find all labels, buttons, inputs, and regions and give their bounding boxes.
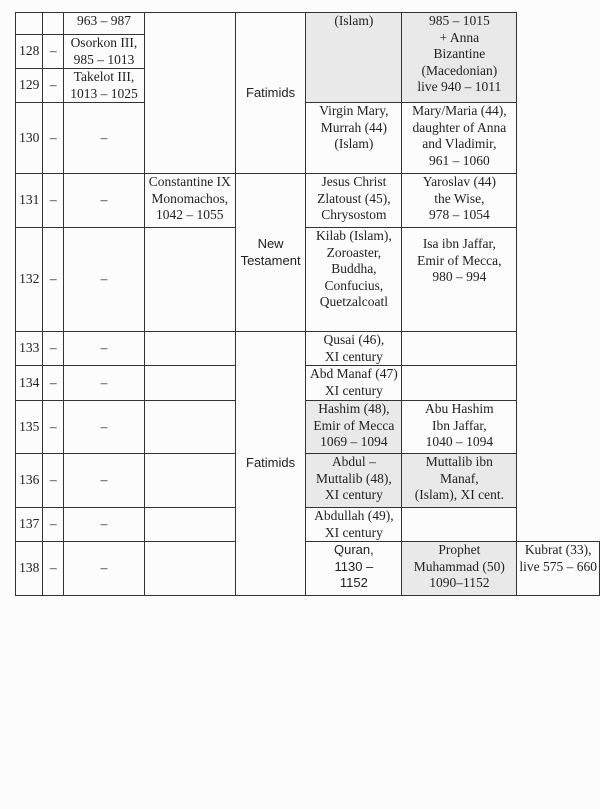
figure-cell: Hashim (48), Emir of Mecca 1069 – 1094 xyxy=(306,401,402,454)
emperor-cell xyxy=(144,228,235,332)
pharaoh-cell: – xyxy=(64,332,145,366)
row-number xyxy=(16,13,43,35)
emperor-cell xyxy=(144,508,235,542)
dynasty-cell-new-testament: New Testament xyxy=(235,174,306,332)
dash-cell xyxy=(43,13,64,35)
row-number: 130 xyxy=(16,103,43,174)
row-number: 138 xyxy=(16,542,43,596)
row-number: 129 xyxy=(16,69,43,103)
figure-cell: Abdul – Muttalib (48), XI century xyxy=(306,454,402,508)
pharaoh-cell: – xyxy=(64,228,145,332)
figure-cell: Abdullah (49), XI century xyxy=(306,508,402,542)
dash-cell: – xyxy=(43,542,64,596)
dynasty-cell-quran: Quran, 1130 – 1152 xyxy=(306,542,402,596)
figure-cell: Prophet Muhammad (50) 1090–1152 xyxy=(402,542,517,596)
ruler-cell xyxy=(402,366,517,401)
table-row xyxy=(16,13,600,35)
table-row xyxy=(16,454,600,508)
row-number: 135 xyxy=(16,401,43,454)
ruler-cell: Isa ibn Jaffar, Emir of Mecca, 980 – 994 xyxy=(402,228,517,332)
dash-cell: – xyxy=(43,35,64,69)
dash-cell: – xyxy=(43,508,64,542)
ruler-cell: Abu Hashim Ibn Jaffar, 1040 – 1094 xyxy=(402,401,517,454)
row-number: 134 xyxy=(16,366,43,401)
table-row xyxy=(16,366,600,401)
figure-cell: (Islam) xyxy=(306,13,402,103)
ruler-cell xyxy=(402,508,517,542)
pharaoh-cell: – xyxy=(64,174,145,228)
dynasty-cell-fatimids: Fatimids xyxy=(235,332,306,596)
figure-cell: Qusai (46), XI century xyxy=(306,332,402,366)
dash-cell: – xyxy=(43,454,64,508)
table-row xyxy=(16,542,600,596)
dash-cell: – xyxy=(43,174,64,228)
ruler-cell: Kubrat (33), live 575 – 660 xyxy=(517,542,600,596)
dash-cell: – xyxy=(43,401,64,454)
row-number: 136 xyxy=(16,454,43,508)
dynasty-cell-fatimids: Fatimids xyxy=(235,13,306,174)
row-number: 132 xyxy=(16,228,43,332)
pharaoh-cell: – xyxy=(64,542,145,596)
figure-cell: Abd Manaf (47) XI century xyxy=(306,366,402,401)
figure-cell: Virgin Mary, Murrah (44) (Islam) xyxy=(306,103,402,174)
row-number: 137 xyxy=(16,508,43,542)
emperor-cell xyxy=(144,542,235,596)
emperor-cell xyxy=(144,332,235,366)
row-number: 128 xyxy=(16,35,43,69)
figure-cell: Jesus Christ Zlatoust (45), Chrysostom xyxy=(306,174,402,228)
pharaoh-cell: Osorkon III, 985 – 1013 xyxy=(64,35,145,69)
ruler-cell: Muttalib ibn Manaf, (Islam), XI cent. xyxy=(402,454,517,508)
pharaoh-cell: – xyxy=(64,508,145,542)
ruler-cell xyxy=(402,332,517,366)
ruler-cell: Yaroslav (44) the Wise, 978 – 1054 xyxy=(402,174,517,228)
emperor-cell xyxy=(144,454,235,508)
emperor-cell xyxy=(144,366,235,401)
table-row xyxy=(16,174,600,228)
dash-cell: – xyxy=(43,228,64,332)
chronology-table xyxy=(15,12,600,596)
dash-cell: – xyxy=(43,332,64,366)
pharaoh-cell: Takelot III, 1013 – 1025 xyxy=(64,69,145,103)
dash-cell: – xyxy=(43,103,64,174)
table-row xyxy=(16,228,600,332)
emperor-cell: Constantine IX Monomachos, 1042 – 1055 xyxy=(144,174,235,228)
dash-cell: – xyxy=(43,69,64,103)
ruler-cell: 985 – 1015 + Anna Bizantine (Macedonian) live 940 – 1011 xyxy=(402,13,517,103)
table-row xyxy=(16,103,600,174)
ruler-cell: Mary/Maria (44), daughter of Anna and Vladimir, 961 – 1060 xyxy=(402,103,517,174)
row-number: 133 xyxy=(16,332,43,366)
dash-cell: – xyxy=(43,366,64,401)
figure-cell: Kilab (Islam), Zoroaster, Buddha, Confucius, Quetzalcoatl xyxy=(306,228,402,332)
emperor-cell xyxy=(144,13,235,174)
pharaoh-cell: – xyxy=(64,366,145,401)
pharaoh-cell: – xyxy=(64,103,145,174)
row-number: 131 xyxy=(16,174,43,228)
emperor-cell xyxy=(144,401,235,454)
table-row xyxy=(16,401,600,454)
pharaoh-cell: – xyxy=(64,454,145,508)
pharaoh-cell: – xyxy=(64,401,145,454)
pharaoh-cell: 963 – 987 xyxy=(64,13,145,35)
table-row xyxy=(16,332,600,366)
table-row xyxy=(16,508,600,542)
